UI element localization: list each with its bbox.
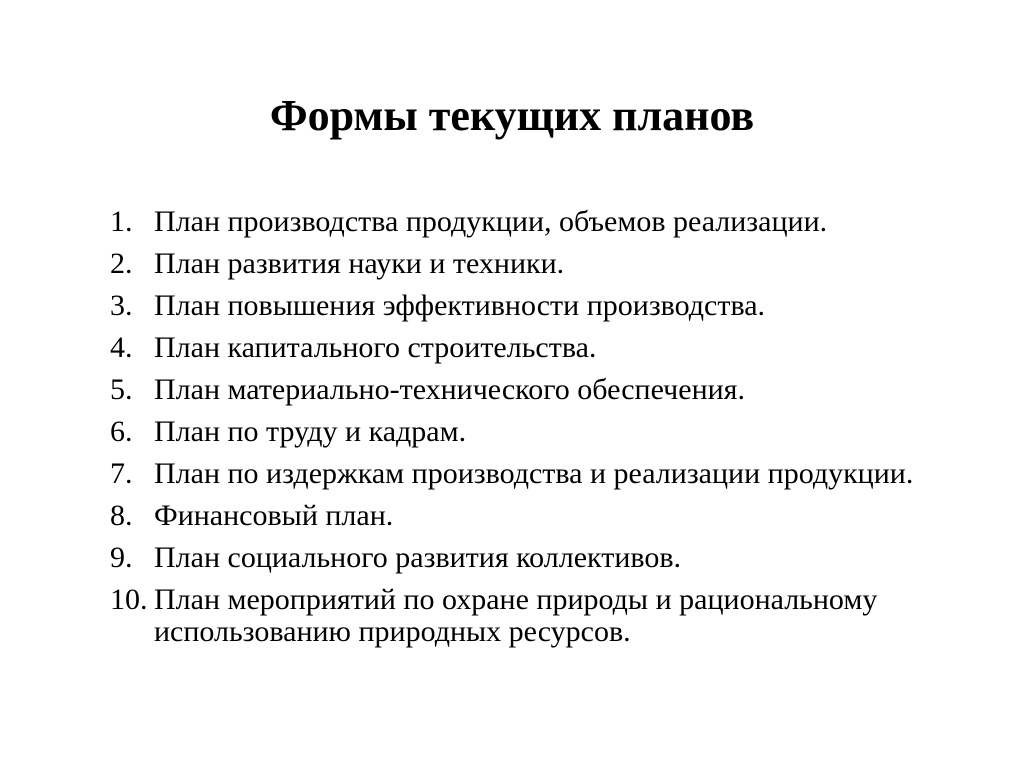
list-item-number: 9. — [110, 541, 133, 574]
list-item-text: План мероприятий по охране природы и рациональному использованию природных ресурсов. — [154, 583, 878, 648]
list-item — [110, 416, 970, 448]
list-item — [110, 290, 970, 322]
list-item-number: 3. — [110, 289, 133, 322]
list-item-text: План по труду и кадрам. — [154, 415, 467, 448]
list-item — [110, 542, 970, 574]
list-item — [110, 458, 970, 490]
list-item-text: План повышения эффективности производства. — [154, 289, 766, 322]
list-item — [110, 206, 970, 238]
list-item-text: Финансовый план. — [154, 499, 394, 532]
list-item-number: 1. — [110, 205, 133, 238]
list-item-text: План социального развития коллективов. — [154, 541, 682, 574]
slide-title: Формы текущих планов — [269, 91, 755, 140]
list-item-number: 2. — [110, 247, 133, 280]
list-item-number: 4. — [110, 331, 133, 364]
list-item — [110, 248, 970, 280]
list-item — [110, 374, 970, 406]
list-item-text: План капитального строительства. — [154, 331, 597, 364]
list-item-number: 6. — [110, 415, 133, 448]
list-item-text: План по издержкам производства и реализации продукции. — [154, 457, 914, 490]
list-item-text: План развития науки и техники. — [154, 247, 565, 280]
list-item-text: План материально-технического обеспечения. — [154, 373, 745, 406]
list-item-number: 5. — [110, 373, 133, 406]
list-item-number: 7. — [110, 457, 133, 490]
list-item — [110, 332, 970, 364]
list-item-number: 8. — [110, 499, 133, 532]
list-item — [110, 500, 970, 532]
list-item-text: План производства продукции, объемов реализации. — [154, 205, 828, 238]
plan-list — [110, 206, 970, 658]
list-item — [110, 584, 970, 648]
list-item-number: 10. — [110, 583, 148, 616]
